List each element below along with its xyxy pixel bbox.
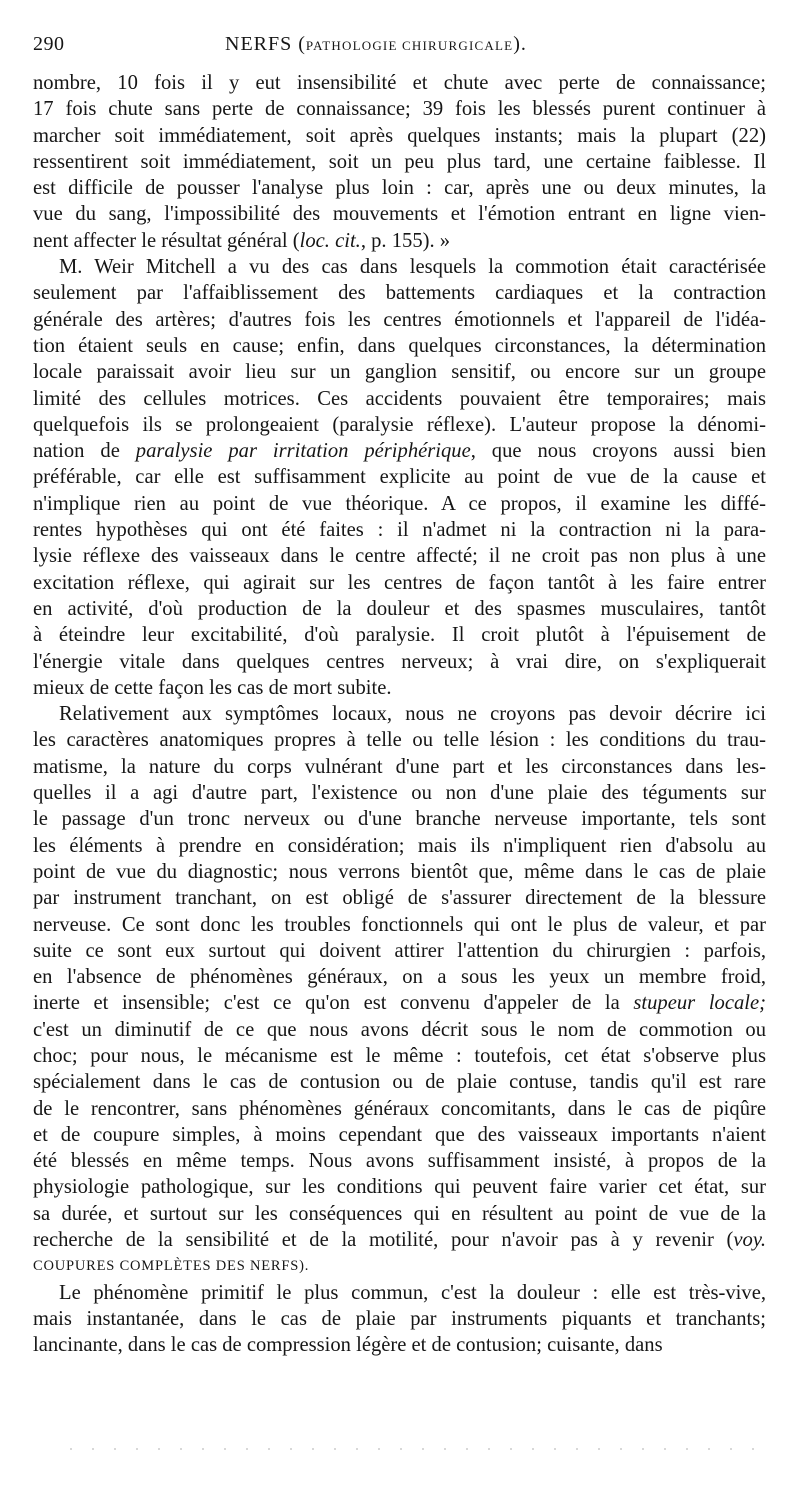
text-line: tion étaient seuls en cause; enfin, dans quelques circonstances, la détermination [33,334,766,357]
text-line: le passage d'un tronc nerveux ou d'une branche nerveuse importante, tels sont [33,808,766,831]
text-line: de le rencontrer, sans phénomènes généraux concomitants, dans le cas de piqûre [33,1097,766,1120]
text-line: les éléments à prendre en considération; mais ils n'impliquent rien d'absolu au [33,834,766,857]
text-line: lancinante, dans le cas de compression légère et de contusion; cuisante, dans [33,1334,663,1357]
text-line: lysie réflexe des vaisseaux dans le centre affecté; il ne croit pas non plus à une [33,545,766,568]
text-line: suite ce sont eux surtout qui doivent attirer l'attention du chirurgien : parfois, [33,939,766,962]
text-line: mieux de cette façon les cas de mort subite. [33,676,392,699]
body-text [33,70,766,1359]
text-line: marcher soit immédiatement, soit après quelques instants; mais la plupart (22) [33,124,766,147]
text-line: recherche de la sensibilité et de la motilité, pour n'avoir pas à y revenir (voy. [33,1229,766,1252]
text-line: à éteindre leur excitabilité, d'où paralysie. Il croit plutôt à l'épuisement de [33,624,766,647]
text-line: été blessés en même temps. Nous avons suffisamment insisté, à propos de la [33,1150,766,1173]
text-line: rentes hypothèses qui ont été faites : il n'admet ni la contraction ni la para- [33,519,766,542]
text-line: nation de paralysie par irritation périphérique, que nous croyons aussi bien [33,440,767,463]
text-line: mais instantanée, dans le cas de plaie par instruments piquants et tranchants; [33,1307,766,1330]
paragraph [33,254,766,701]
text-line: ressentirent soit immédiatement, soit un peu plus tard, une certaine faiblesse. Il [33,150,766,173]
text-line: préférable, car elle est suffisamment explicite au point de vue de la cause et [33,466,766,489]
text-line: nerveuse. Ce sont donc les troubles fonctionnels qui ont le plus de valeur, et par [33,913,766,936]
text-line: spécialement dans le cas de contusion ou de plaie contuse, tandis qu'il est rare [33,1071,766,1094]
italic-term: voy. [733,1229,766,1252]
text-line: nombre, 10 fois il y eut insensibilité et chute avec perte de connaissance; [33,72,766,94]
text-line: M. Weir Mitchell a vu des cas dans lesquels la commotion était caractérisée [59,256,766,279]
running-head-subtitle: PATHOLOGIE CHIRURGICALE [305,38,514,53]
text-line: Le phénomène primitif le plus commun, c'est la douleur : elle est très-vive, [59,1281,766,1304]
text-line: 17 fois chute sans perte de connaissance; 39 fois les blessés purent continuer à [33,98,766,121]
text-line: point de vue du diagnostic; nous verrons bientôt que, même dans le cas de plaie [33,860,766,883]
text-line: quelles il a agi d'autre part, l'existence ou non d'une plaie des téguments sur [33,782,766,805]
text-line: en l'absence de phénomènes généraux, on a sous les yeux un membre froid, [33,966,766,989]
page-number: 290 [33,33,65,55]
text-line: physiologie pathologique, sur les conditions qui peuvent faire varier cet état, sur [33,1176,766,1199]
text-line: nent affecter le résultat général (loc. cit., p. 155). » [33,229,451,252]
text-line: matisme, la nature du corps vulnérant d'une part et les circonstances dans les- [33,755,766,778]
text-line: les caractères anatomiques propres à telle ou telle lésion : les conditions du trau- [33,729,766,752]
text-line: limité des cellules motrices. Ces accidents pouvaient être temporaires; mais [33,387,766,410]
text-line: et de coupure simples, à moins cependant que des vaisseaux importants n'aient [33,1123,766,1146]
italic-term: stupeur locale; [633,992,766,1015]
paragraph [33,701,766,1280]
text-line: choc; pour nous, le mécanisme est le même : toutefois, cet état s'observe plus [33,1044,766,1067]
text-line: c'est un diminutif de ce que nous avons décrit sous le nom de commotion ou [33,1018,766,1041]
text-line: l'énergie vitale dans quelques centres nerveux; à vrai dire, on s'expliquerait [33,650,766,673]
text-line: Relativement aux symptômes locaux, nous ne croyons pas devoir décrire ici [59,703,766,726]
paragraph [33,1280,766,1359]
paragraph [33,70,766,254]
text-line: est difficile de pousser l'analyse plus loin : car, après une ou deux minutes, la [33,177,766,200]
italic-term: loc. cit. [299,229,361,252]
text-line: générale des artères; d'autres fois les centres émotionnels et l'appareil de l'idéa- [33,308,766,331]
text-line: quelquefois ils se prolongeaient (paralysie réflexe). L'auteur propose la dénomi- [33,413,766,436]
bottom-print-speckle [60,1447,760,1451]
text-line: locale paraissait avoir lieu sur un ganglion sensitif, ou encore sur un groupe [33,361,766,384]
page-header [33,31,760,57]
text-line: seulement par l'affaiblissement des battements cardiaques et la contraction [33,282,766,305]
text-line: inerte et insensible; c'est ce qu'on est convenu d'appeler de la stupeur locale; [33,992,766,1015]
running-head-close: ). [513,33,527,55]
text-line: en activité, d'où production de la douleur et des spasmes musculaires, tantôt [33,597,766,620]
running-head-main: NERFS ( [225,33,306,55]
text-line: vue du sang, l'impossibilité des mouvements et l'émotion entrant en ligne vien- [33,203,766,226]
running-head [225,31,527,59]
text-line: par instrument tranchant, on est obligé de s'assurer directement de la blessure [33,887,766,910]
italic-term: paralysie par irritation périphérique [135,440,471,463]
text-line: n'implique rien au point de vue théorique. A ce propos, il examine les diffé- [33,492,766,515]
text-line: sa durée, et surtout sur les conséquences qui en résultent au point de vue de la [33,1202,766,1225]
text-line: excitation réflexe, qui agirait sur les centres de façon tantôt à les faire entrer [33,571,766,594]
text-line: COUPURES COMPLÈTES DES NERFS). [33,1258,310,1275]
